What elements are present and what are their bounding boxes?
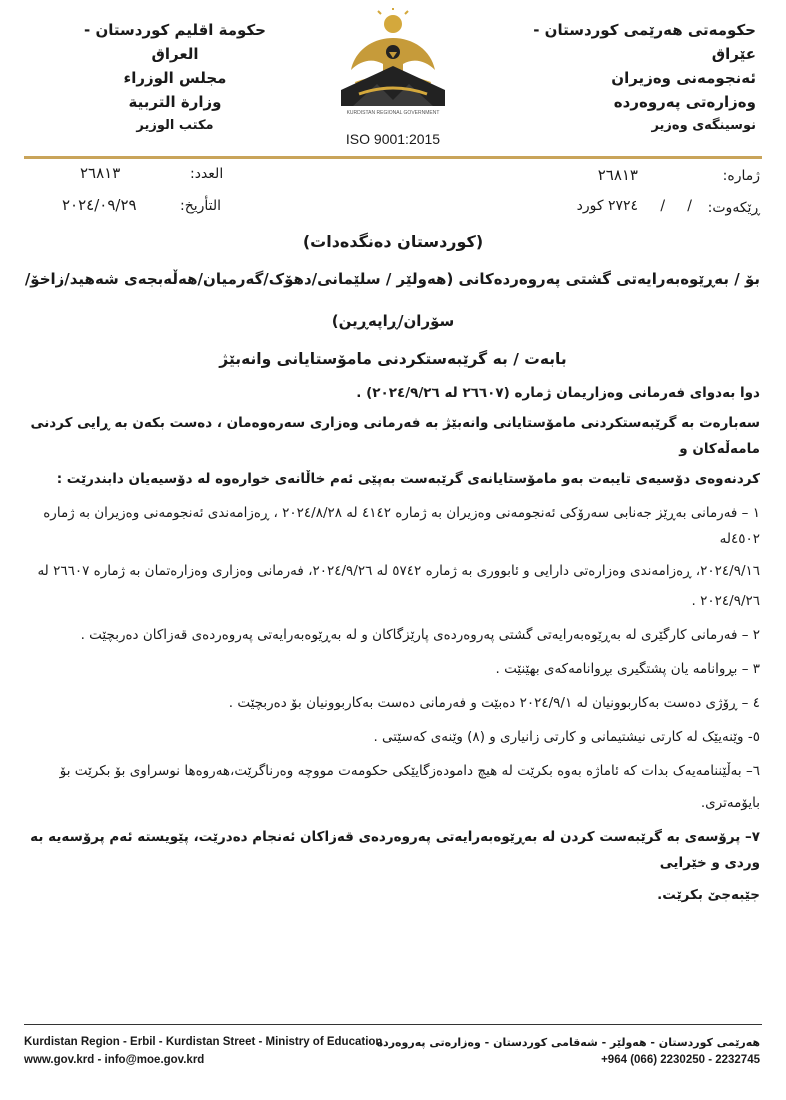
kurdish-office-line: نوسینگەی وەزیر: [651, 118, 756, 133]
recipients-line-2: سۆران/ڕاپەڕین): [331, 312, 455, 330]
arabic-council-line: مجلس الوزراء: [123, 69, 227, 87]
slogan: (کوردستان دەنگدەدات): [302, 232, 484, 251]
logo-caption: KURDISTAN REGIONAL GOVERNMENT: [346, 110, 440, 116]
krg-emblem-logo: [333, 8, 453, 136]
number-label-ar: العدد:: [190, 166, 224, 182]
iso-certification: ISO 9001:2015: [345, 131, 441, 147]
intro-line-2: کردنەوەی دۆسیەی تایبەت بەو مامۆستایانەی گرێبەست بەپێی ئەم خاڵانەی خوارەوە لە دۆسیەیان دابندرێت :: [56, 471, 760, 487]
item-1-line-3: ٢٠٢٤/٩/٢٦ .: [691, 593, 760, 609]
header-kurdish: [486, 18, 756, 138]
number-label-ku: ژمارە:: [722, 168, 760, 184]
footer-web-email: www.gov.krd - info@moe.gov.krd: [24, 1054, 205, 1066]
reference-line: دوا بەدوای فەرمانی وەزاریمان ژمارە (٢٦٦٠٧ لە ٢٠٢٤/٩/٢٦) .: [356, 385, 760, 401]
item-6-line-2: بایۆمەتری.: [700, 795, 760, 811]
item-3: ٣ – بڕوانامە یان پشتگیری بڕوانامەکەی بهێنێت .: [495, 661, 760, 677]
footer-address-ku: هەرێمی کوردستان - هەولێر - شەقامی کوردستان - وەزارەتی پەروەردە: [376, 1036, 760, 1049]
number-value-ar: ٢٦٨١٣: [80, 164, 121, 182]
item-4: ٤ – ڕۆژی دەست بەکاربوونیان لە ٢٠٢٤/٩/١ دەبێت و فەرمانی دەست بەکاربوونیان بۆ دەربچێت .: [228, 695, 760, 711]
item-5: ٥- وێنەیێک لە کارتی نیشتیمانی و کارتی زانیاری و (٨) وێنەی کەسێتی .: [373, 729, 760, 745]
item-7-line-2: جێبەجێ بکرێت.: [657, 887, 760, 903]
arabic-office-line: مكتب الوزير: [136, 118, 214, 133]
kurdish-ministry-line: وەزارەتی پەروەردە: [613, 93, 756, 111]
header-divider: [24, 156, 762, 159]
intro-line-1: سەبارەت بە گرێبەستکردنی مامۆستایانی وانەبێژ بە فەرمانی وەزاری سەرەوەمان ، دەست بکەن بە ڕایی کردنی مامەڵەکان و: [30, 415, 760, 457]
footer-phone: +964 (066) 2230250 - 2232745: [601, 1054, 760, 1066]
item-1-line-2: ٢٠٢٤/٩/١٦، ڕەزامەندی وەزارەتی دارایی و ئابووری بە ژمارە ٥٧٤٢ لە ٢٠٢٤/٩/٢٦، فەرمانی وەزاری وەزارەتمان بە ژمارە ٢٦٦٠٧ لە: [37, 563, 760, 579]
footer-divider: [24, 1024, 762, 1025]
recipients-line-1: بۆ / بەڕێوەبەرایەتی گشتی پەروەردەکانی (هەولێر / سلێمانی/دهۆک/گەرمیان/هەڵەبجەی شەهید/زاخۆ/: [24, 270, 760, 288]
arabic-gov-line: حكومة اقليم كوردستان - العراق: [84, 21, 266, 63]
item-2: ٢ – فەرمانی کارگێری لە بەڕێوەبەرایەتی گشتی پەروەردەی پارێزگاکان و لە بەڕێوەبەرایەتی پەروەردەی قەزاکان دەربچێت .: [80, 627, 760, 643]
footer-address-en: Kurdistan Region - Erbil - Kurdistan Street - Ministry of Education: [24, 1036, 383, 1048]
letter-body: [20, 380, 760, 908]
date-label-ar: التأريخ:: [180, 198, 222, 214]
item-7-line-1: ٧– پرۆسەی بە گرێبەست کردن لە بەڕێوەبەرایەتی پەروەردەی قەزاکان ئەنجام دەدرێت، پێویستە ئەم پرۆسەیە بە وردی و خێرایی: [30, 829, 760, 871]
kurdish-gov-line: حکومەتی هەرێمی کوردستان - عێراق: [533, 21, 756, 63]
item-6-line-1: ٦– بەڵێننامەیەک بدات کە ئاماژە بەوە بکرێت لە هیچ دامودەزگایێکی حکومەت مووچە وەرناگرێت،هەروەها نوسراوی بۆ بکرێت بۆ: [59, 763, 760, 779]
date-label-ku: ڕێکەوت:: [707, 200, 760, 216]
date-value-ar: ٢٠٢٤/٠٩/٢٩: [62, 196, 137, 214]
item-1-line-1: ١ – فەرمانی بەڕێز جەنابی سەرۆکی ئەنجومەنی وەزیران بە ژمارە ٤١٤٢ لە ٢٠٢٤/٨/٢٨ ، ڕەزامەندی ئەنجومەنی وەزیران بە ژمارە ٤٥٠٢لە: [43, 505, 760, 547]
header-arabic: [60, 18, 290, 138]
number-value-ku: ٢٦٨١٣: [597, 166, 638, 184]
arabic-ministry-line: وزارة التربية: [128, 93, 222, 111]
kurdish-council-line: ئەنجومەنی وەزیران: [611, 69, 756, 87]
date-value-ku: / / ٢٧٢٤ کورد: [576, 198, 692, 214]
subject: بابەت / بە گرێبەستکردنی مامۆستایانی وانەبێژ: [219, 350, 567, 368]
